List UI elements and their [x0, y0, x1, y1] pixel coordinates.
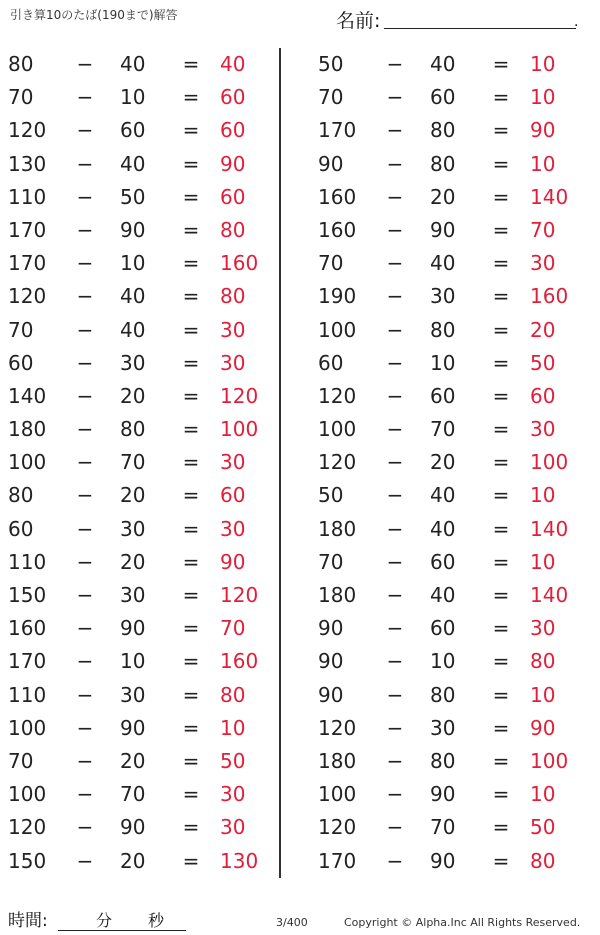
minuend: 60	[318, 350, 344, 375]
equals-sign: =	[182, 85, 200, 110]
subtrahend: 20	[430, 184, 456, 209]
minus-sign: −	[76, 616, 94, 641]
minuend: 110	[8, 549, 47, 574]
minus-sign: −	[76, 549, 94, 574]
equals-sign: =	[492, 85, 510, 110]
subtrahend: 70	[120, 450, 146, 475]
answer: 90	[530, 715, 556, 740]
time-label: 時間:	[8, 911, 48, 931]
column-divider	[279, 48, 281, 878]
subtrahend: 70	[430, 815, 456, 840]
minus-sign: −	[386, 52, 404, 76]
subtrahend: 90	[430, 848, 456, 873]
minus-sign: −	[76, 85, 94, 110]
answer: 30	[530, 417, 556, 442]
minuend: 60	[8, 350, 34, 375]
subtrahend: 80	[430, 682, 456, 707]
minus-sign: −	[76, 649, 94, 674]
equals-sign: =	[492, 516, 510, 541]
minuend: 160	[8, 616, 47, 641]
subtrahend: 40	[120, 284, 146, 309]
page-number: 3/400	[276, 916, 308, 929]
minus-sign: −	[386, 217, 404, 242]
minus-sign: −	[76, 251, 94, 276]
subtrahend: 40	[430, 483, 456, 508]
subtrahend: 40	[430, 516, 456, 541]
minus-sign: −	[76, 184, 94, 209]
answer: 30	[220, 317, 246, 342]
subtrahend: 40	[120, 317, 146, 342]
subtrahend: 10	[120, 85, 146, 110]
equals-sign: =	[182, 317, 200, 342]
subtrahend: 40	[120, 52, 146, 76]
equals-sign: =	[492, 417, 510, 442]
minus-sign: −	[76, 848, 94, 873]
minus-sign: −	[76, 715, 94, 740]
minuend: 90	[318, 682, 344, 707]
equals-sign: =	[182, 251, 200, 276]
answer: 10	[530, 52, 556, 76]
subtrahend: 10	[430, 649, 456, 674]
answer: 50	[530, 815, 556, 840]
minus-sign: −	[386, 616, 404, 641]
minus-sign: −	[386, 549, 404, 574]
time-line	[58, 930, 186, 931]
minuend: 100	[8, 715, 47, 740]
equals-sign: =	[182, 450, 200, 475]
name-line	[384, 28, 576, 29]
minuend: 110	[8, 184, 47, 209]
minus-sign: −	[76, 516, 94, 541]
subtrahend: 40	[120, 151, 146, 176]
answer: 60	[530, 383, 556, 408]
equals-sign: =	[492, 649, 510, 674]
answer: 130	[220, 848, 259, 873]
minuend: 100	[318, 782, 357, 807]
subtrahend: 90	[430, 782, 456, 807]
subtrahend: 60	[430, 616, 456, 641]
answer: 10	[530, 483, 556, 508]
minuend: 120	[318, 715, 357, 740]
minus-sign: −	[76, 217, 94, 242]
minuend: 120	[318, 383, 357, 408]
minus-sign: −	[386, 284, 404, 309]
equals-sign: =	[182, 417, 200, 442]
subtrahend: 40	[430, 52, 456, 76]
subtrahend: 70	[120, 782, 146, 807]
equals-sign: =	[492, 350, 510, 375]
answer: 90	[530, 118, 556, 143]
answer: 90	[220, 549, 246, 574]
minus-sign: −	[386, 583, 404, 607]
name-label: 名前:	[336, 10, 381, 32]
subtrahend: 20	[120, 748, 146, 773]
minuend: 100	[8, 782, 47, 807]
minus-sign: −	[386, 815, 404, 840]
minuend: 180	[318, 748, 357, 773]
equals-sign: =	[182, 815, 200, 840]
minus-sign: −	[76, 748, 94, 773]
subtrahend: 10	[430, 350, 456, 375]
subtrahend: 20	[120, 483, 146, 508]
equals-sign: =	[492, 383, 510, 408]
minus-sign: −	[76, 383, 94, 408]
equals-sign: =	[182, 748, 200, 773]
minuend: 70	[318, 85, 344, 110]
equals-sign: =	[492, 682, 510, 707]
minuend: 90	[318, 151, 344, 176]
minuend: 80	[8, 52, 34, 76]
answer: 80	[220, 217, 246, 242]
equals-sign: =	[492, 317, 510, 342]
answer: 60	[220, 483, 246, 508]
subtrahend: 90	[430, 217, 456, 242]
answer: 140	[530, 583, 569, 607]
subtrahend: 80	[430, 118, 456, 143]
minuend: 180	[318, 583, 357, 607]
minus-sign: −	[386, 317, 404, 342]
minus-sign: −	[386, 483, 404, 508]
equals-sign: =	[492, 284, 510, 309]
answer: 50	[530, 350, 556, 375]
answer: 120	[220, 583, 259, 607]
subtrahend: 90	[120, 815, 146, 840]
equals-sign: =	[492, 715, 510, 740]
equals-sign: =	[182, 483, 200, 508]
equals-sign: =	[492, 748, 510, 773]
minus-sign: −	[386, 383, 404, 408]
minus-sign: −	[76, 118, 94, 143]
subtrahend: 40	[430, 583, 456, 607]
minuend: 120	[8, 118, 47, 143]
equals-sign: =	[182, 52, 200, 76]
minus-sign: −	[386, 682, 404, 707]
answer: 100	[530, 748, 569, 773]
minus-sign: −	[76, 583, 94, 607]
answer: 70	[220, 616, 246, 641]
minus-sign: −	[76, 317, 94, 342]
subtrahend: 90	[120, 616, 146, 641]
minuend: 160	[318, 184, 357, 209]
seconds-label: 秒	[148, 911, 165, 930]
subtrahend: 80	[120, 417, 146, 442]
answer: 60	[220, 85, 246, 110]
equals-sign: =	[182, 682, 200, 707]
equals-sign: =	[182, 583, 200, 607]
minus-sign: −	[76, 52, 94, 76]
equals-sign: =	[492, 151, 510, 176]
answer: 160	[530, 284, 569, 309]
equals-sign: =	[492, 184, 510, 209]
answer: 140	[530, 516, 569, 541]
answer: 70	[530, 217, 556, 242]
equals-sign: =	[492, 52, 510, 76]
subtrahend: 60	[430, 85, 456, 110]
minus-sign: −	[76, 483, 94, 508]
minutes-label: 分	[96, 911, 113, 930]
minus-sign: −	[76, 782, 94, 807]
answer: 30	[220, 516, 246, 541]
minuend: 50	[318, 483, 344, 508]
answer: 30	[220, 450, 246, 475]
minuend: 90	[318, 616, 344, 641]
answer: 10	[530, 682, 556, 707]
answer: 60	[220, 118, 246, 143]
equals-sign: =	[182, 782, 200, 807]
equals-sign: =	[182, 383, 200, 408]
answer: 30	[530, 251, 556, 276]
minuend: 190	[318, 284, 357, 309]
minuend: 110	[8, 682, 47, 707]
minuend: 70	[318, 549, 344, 574]
minus-sign: −	[386, 649, 404, 674]
minuend: 120	[8, 815, 47, 840]
subtrahend: 20	[120, 549, 146, 574]
minus-sign: −	[386, 748, 404, 773]
minuend: 170	[8, 251, 47, 276]
answer: 140	[530, 184, 569, 209]
minus-sign: −	[386, 184, 404, 209]
equals-sign: =	[492, 815, 510, 840]
minus-sign: −	[76, 450, 94, 475]
minus-sign: −	[386, 151, 404, 176]
minuend: 160	[318, 217, 357, 242]
equals-sign: =	[492, 217, 510, 242]
equals-sign: =	[182, 715, 200, 740]
subtrahend: 30	[430, 284, 456, 309]
minuend: 100	[318, 417, 357, 442]
equals-sign: =	[182, 616, 200, 641]
equals-sign: =	[492, 848, 510, 873]
minus-sign: −	[386, 715, 404, 740]
subtrahend: 80	[430, 748, 456, 773]
minus-sign: −	[386, 251, 404, 276]
equals-sign: =	[492, 782, 510, 807]
subtrahend: 60	[430, 549, 456, 574]
minus-sign: −	[76, 682, 94, 707]
subtrahend: 60	[430, 383, 456, 408]
copyright: Copyright © Alpha.Inc All Rights Reserved.	[344, 916, 581, 929]
minus-sign: −	[386, 450, 404, 475]
answer: 80	[220, 284, 246, 309]
subtrahend: 90	[120, 217, 146, 242]
minuend: 150	[8, 583, 47, 607]
subtrahend: 60	[120, 118, 146, 143]
subtrahend: 70	[430, 417, 456, 442]
answer: 10	[530, 549, 556, 574]
minus-sign: −	[386, 417, 404, 442]
subtrahend: 80	[430, 151, 456, 176]
equals-sign: =	[492, 450, 510, 475]
answer: 30	[220, 782, 246, 807]
answer: 30	[530, 616, 556, 641]
minus-sign: −	[76, 350, 94, 375]
subtrahend: 30	[120, 350, 146, 375]
equals-sign: =	[492, 251, 510, 276]
equals-sign: =	[182, 350, 200, 375]
equals-sign: =	[182, 184, 200, 209]
equals-sign: =	[492, 549, 510, 574]
subtrahend: 90	[120, 715, 146, 740]
answer: 80	[530, 848, 556, 873]
equals-sign: =	[182, 151, 200, 176]
equals-sign: =	[182, 118, 200, 143]
subtrahend: 20	[120, 848, 146, 873]
minus-sign: −	[386, 848, 404, 873]
answer: 80	[530, 649, 556, 674]
subtrahend: 30	[120, 583, 146, 607]
minuend: 80	[8, 483, 34, 508]
minuend: 120	[318, 815, 357, 840]
equals-sign: =	[182, 284, 200, 309]
answer: 100	[220, 417, 259, 442]
minuend: 130	[8, 151, 47, 176]
worksheet-title: 引き算10のたば(190まで)解答	[10, 8, 178, 22]
equals-sign: =	[182, 217, 200, 242]
answer: 30	[220, 815, 246, 840]
subtrahend: 30	[120, 516, 146, 541]
subtrahend: 30	[430, 715, 456, 740]
answer: 50	[220, 748, 246, 773]
minuend: 140	[8, 383, 47, 408]
answer: 40	[220, 52, 246, 76]
equals-sign: =	[492, 583, 510, 607]
minus-sign: −	[76, 151, 94, 176]
answer: 20	[530, 317, 556, 342]
answer: 80	[220, 682, 246, 707]
minuend: 180	[8, 417, 47, 442]
equals-sign: =	[492, 483, 510, 508]
subtrahend: 50	[120, 184, 146, 209]
minus-sign: −	[76, 417, 94, 442]
subtrahend: 10	[120, 649, 146, 674]
minuend: 120	[8, 284, 47, 309]
minus-sign: −	[386, 516, 404, 541]
subtrahend: 10	[120, 251, 146, 276]
minus-sign: −	[76, 284, 94, 309]
minuend: 170	[8, 217, 47, 242]
minus-sign: −	[386, 118, 404, 143]
answer: 160	[220, 649, 259, 674]
equals-sign: =	[182, 549, 200, 574]
equals-sign: =	[182, 848, 200, 873]
answer: 120	[220, 383, 259, 408]
name-dot: .	[574, 14, 579, 30]
answer: 90	[220, 151, 246, 176]
equals-sign: =	[492, 616, 510, 641]
minuend: 170	[8, 649, 47, 674]
minus-sign: −	[76, 815, 94, 840]
minus-sign: −	[386, 85, 404, 110]
minuend: 120	[318, 450, 357, 475]
answer: 10	[220, 715, 246, 740]
minuend: 60	[8, 516, 34, 541]
subtrahend: 20	[430, 450, 456, 475]
answer: 10	[530, 85, 556, 110]
answer: 100	[530, 450, 569, 475]
minuend: 100	[8, 450, 47, 475]
minuend: 170	[318, 118, 357, 143]
minuend: 150	[8, 848, 47, 873]
subtrahend: 20	[120, 383, 146, 408]
answer: 60	[220, 184, 246, 209]
minus-sign: −	[386, 782, 404, 807]
minuend: 170	[318, 848, 357, 873]
equals-sign: =	[182, 516, 200, 541]
answer: 10	[530, 151, 556, 176]
minus-sign: −	[386, 350, 404, 375]
equals-sign: =	[492, 118, 510, 143]
equals-sign: =	[182, 649, 200, 674]
minuend: 70	[8, 748, 34, 773]
subtrahend: 40	[430, 251, 456, 276]
minuend: 90	[318, 649, 344, 674]
minuend: 70	[8, 85, 34, 110]
minuend: 70	[8, 317, 34, 342]
subtrahend: 80	[430, 317, 456, 342]
answer: 30	[220, 350, 246, 375]
minuend: 180	[318, 516, 357, 541]
minuend: 70	[318, 251, 344, 276]
subtrahend: 30	[120, 682, 146, 707]
minuend: 100	[318, 317, 357, 342]
answer: 160	[220, 251, 259, 276]
minuend: 50	[318, 52, 344, 76]
answer: 10	[530, 782, 556, 807]
